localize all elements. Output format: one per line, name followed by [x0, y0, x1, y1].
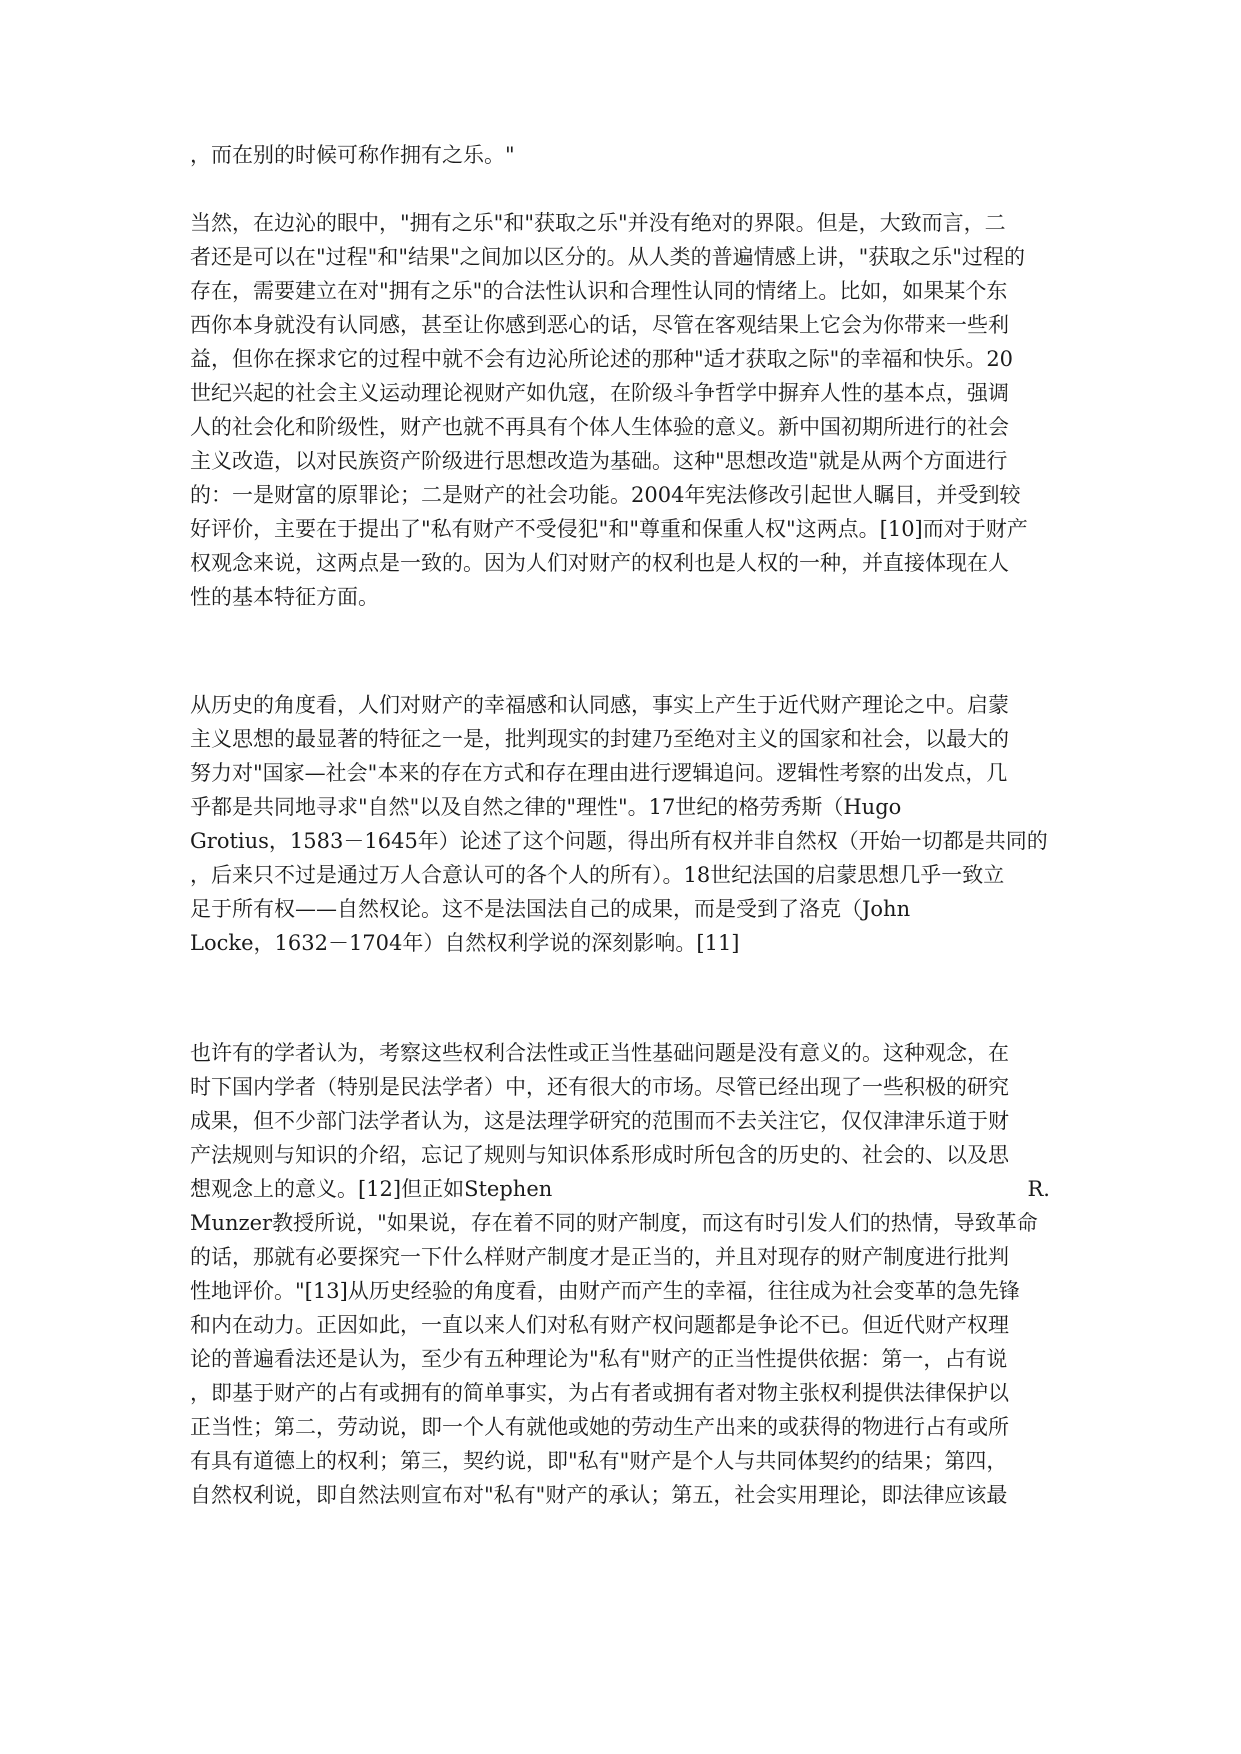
text-line-split	[190, 1172, 1050, 1206]
text-line: 西你本身就没有认同感，甚至让你感到恶心的话，尽管在客观结果上它会为你带来一些利	[190, 313, 1009, 337]
text-line: 时下国内学者（特别是民法学者）中，还有很大的市场。尽管已经出现了一些积极的研究	[190, 1075, 1009, 1099]
paragraph-3	[190, 688, 1050, 960]
text-line: 也许有的学者认为，考察这些权利合法性或正当性基础问题是没有意义的。这种观念，在	[190, 1041, 1009, 1065]
text-line: 自然权利说，即自然法则宣布对"私有"财产的承认；第五，社会实用理论，即法律应该最	[190, 1483, 1008, 1507]
text-line: 和内在动力。正因如此，一直以来人们对私有财产权问题都是争论不已。但近代财产权理	[190, 1313, 1009, 1337]
text-line: 足于所有权——自然权论。这不是法国法自己的成果，而是受到了洛克（John	[190, 897, 911, 921]
text-line: Grotius，1583－1645年）论述了这个问题，得出所有权并非自然权（开始一切都是共同的	[190, 829, 1048, 853]
text-line-left: 想观念上的意义。[12]但正如Stephen	[190, 1177, 553, 1201]
text-line: 人的社会化和阶级性，财产也就不再具有个体人生体验的意义。新中国初期所进行的社会	[190, 415, 1009, 439]
text-line: 益，但你在探求它的过程中就不会有边沁所论述的那种"适才获取之际"的幸福和快乐。20	[190, 347, 1014, 371]
text-line: 产法规则与知识的介绍，忘记了规则与知识体系形成时所包含的历史的、社会的、以及思	[190, 1143, 1009, 1167]
text-line: ，即基于财产的占有或拥有的简单事实，为占有者或拥有者对物主张权利提供法律保护以	[190, 1381, 1009, 1405]
text-line: Munzer教授所说，"如果说，存在着不同的财产制度，而这有时引发人们的热情，导致革命	[190, 1211, 1038, 1235]
text-line: ，而在别的时候可称作拥有之乐。"	[190, 143, 515, 167]
text-line: 努力对"国家—社会"本来的存在方式和存在理由进行逻辑追问。逻辑性考察的出发点，几	[190, 761, 1008, 785]
text-line: 性的基本特征方面。	[190, 585, 379, 609]
text-line: 正当性；第二，劳动说，即一个人有就他或她的劳动生产出来的或获得的物进行占有或所	[190, 1415, 1009, 1439]
text-line: ，后来只不过是通过万人合意认可的各个人的所有）。18世纪法国的启蒙思想几乎一致立	[190, 863, 1005, 887]
text-line: 权观念来说，这两点是一致的。因为人们对财产的权利也是人权的一种，并直接体现在人	[190, 551, 1009, 575]
text-line: 的话，那就有必要探究一下什么样财产制度才是正当的，并且对现存的财产制度进行批判	[190, 1245, 1009, 1269]
paragraph-2	[190, 206, 1050, 614]
text-line: Locke，1632－1704年）自然权利学说的深刻影响。[11]	[190, 931, 740, 955]
paragraph-1	[190, 138, 1050, 172]
text-line: 的：一是财富的原罪论；二是财产的社会功能。2004年宪法修改引起世人瞩目，并受到较	[190, 483, 1021, 507]
text-line: 主义改造，以对民族资产阶级进行思想改造为基础。这种"思想改造"就是从两个方面进行	[190, 449, 1008, 473]
text-line: 主义思想的最显著的特征之一是，批判现实的封建乃至绝对主义的国家和社会，以最大的	[190, 727, 1009, 751]
text-line: 者还是可以在"过程"和"结果"之间加以区分的。从人类的普遍情感上讲，"获取之乐"过程的	[190, 245, 1025, 269]
text-line: 论的普遍看法还是认为，至少有五种理论为"私有"财产的正当性提供依据：第一，占有说	[190, 1347, 1008, 1371]
text-line: 成果，但不少部门法学者认为，这是法理学研究的范围而不去关注它，仅仅津津乐道于财	[190, 1109, 1009, 1133]
text-line: 存在，需要建立在对"拥有之乐"的合法性认识和合理性认同的情绪上。比如，如果某个东	[190, 279, 1008, 303]
text-line-right: R.	[1027, 1177, 1050, 1201]
text-line: 好评价，主要在于提出了"私有财产不受侵犯"和"尊重和保重人权"这两点。[10]而对于财产	[190, 517, 1028, 541]
text-line: 从历史的角度看，人们对财产的幸福感和认同感，事实上产生于近代财产理论之中。启蒙	[190, 693, 1009, 717]
text-line: 当然，在边沁的眼中，"拥有之乐"和"获取之乐"并没有绝对的界限。但是，大致而言，二	[190, 211, 1006, 235]
paragraph-4	[190, 1036, 1050, 1512]
text-line: 世纪兴起的社会主义运动理论视财产如仇寇，在阶级斗争哲学中摒弃人性的基本点，强调	[190, 381, 1009, 405]
text-line: 性地评价。"[13]从历史经验的角度看，由财产而产生的幸福，往往成为社会变革的急先锋	[190, 1279, 1020, 1303]
text-line: 有具有道德上的权利；第三，契约说，即"私有"财产是个人与共同体契约的结果；第四，	[190, 1449, 1008, 1473]
text-line: 乎都是共同地寻求"自然"以及自然之律的"理性"。17世纪的格劳秀斯（Hugo	[190, 795, 902, 819]
